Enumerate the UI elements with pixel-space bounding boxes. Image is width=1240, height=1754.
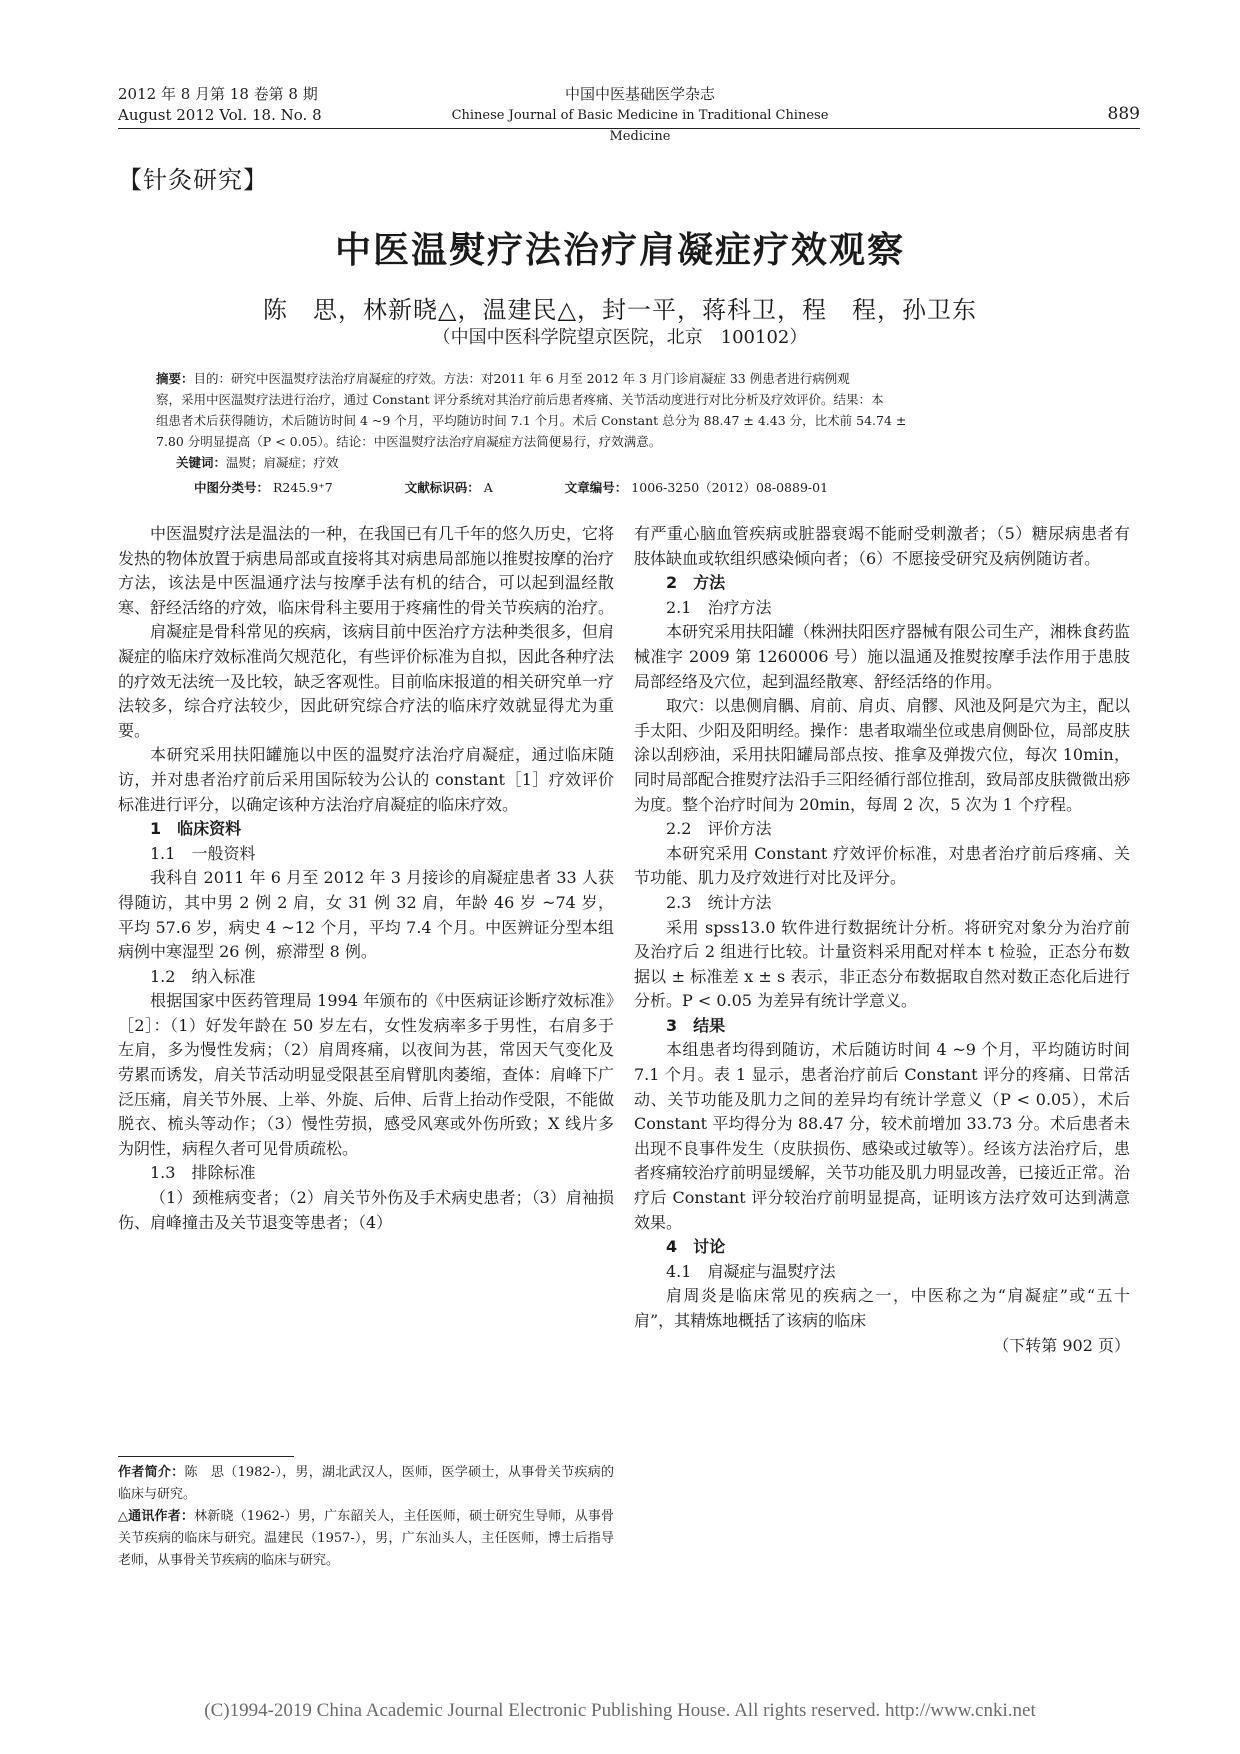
- running-header-issue: [118, 84, 322, 126]
- doc-code-label: 文献标识码：: [404, 480, 480, 495]
- running-header-journal: [440, 84, 840, 147]
- author-intro: 作者简介：陈 思（1982-），男，湖北武汉人，医师，医学硕士，从事骨关节疾病的临床与研究。: [118, 1465, 614, 1502]
- author-footnote: [118, 1462, 614, 1572]
- subsection-heading: 1.2 纳入标准: [150, 966, 256, 986]
- abstract-line-4: 7.80 分明显提高（P < 0.05）。结论：中医温熨疗法治疗肩凝症方法简便易行，疗效满意。: [156, 434, 662, 449]
- paragraph: （1）颈椎病变者；（2）肩关节外伤及手术病史患者；（3）肩袖损伤、肩峰撞击及关节退变等患者；（4）: [118, 1188, 614, 1232]
- subsection-heading: 1.1 一般资料: [150, 843, 256, 863]
- paragraph: 本研究采用扶阳罐施以中医的温熨疗法治疗肩凝症，通过临床随访，并对患者治疗前后采用国际较为公认的 constant［1］疗效评价标准进行评分，以确定该种方法治疗肩凝症的临床疗效。: [118, 745, 614, 814]
- continued-note: （下转第 902 页）: [993, 1335, 1130, 1355]
- journal-en: Chinese Journal of Basic Medicine in Traditional Chinese Medicine: [451, 108, 829, 144]
- doc-code: A: [483, 480, 493, 495]
- issue-en: August 2012 Vol. 18. No. 8: [118, 106, 322, 124]
- paragraph: 本研究采用扶阳罐（株洲扶阳医疗器械有限公司生产，湘株食药监械准字 2009 第 1260006 号）施以温通及推熨按摩手法作用于患肢局部经络及穴位，起到温经散寒、舒经活络的作用。: [634, 622, 1131, 691]
- abstract: [156, 368, 1122, 473]
- abstract-line-1: 摘要：目的：研究中医温熨疗法治疗肩凝症的疗效。方法：对2011 年 6 月至 2012 年 3 月门诊肩凝症 33 例患者进行病例观: [156, 371, 850, 386]
- corresponding-author: △通讯作者：林新晓（1962-）男，广东韶关人，主任医师，硕士研究生导师，从事骨关节疾病的临床与研究。温建民（1957-），男，广东汕头人，主任医师，博士后指导老师，从事骨关节疾病的临床与研究。: [118, 1509, 615, 1568]
- paragraph: 根据国家中医药管理局 1994 年颁布的《中医病证诊断疗效标准》［2］：（1）好发年龄在 50 岁左右，女性发病率多于男性，右肩多于左肩，多为慢性发病；（2）肩周疼痛，以夜间为甚，常因天气变化及劳累而诱发，肩关节活动明显受限甚至肩臂肌肉萎缩，查体：肩峰下广泛压痛，肩关节外展、上举、外旋、后伸、后背上抬动作受限，不能做脱衣、梳头等动作；（3）慢性劳损，感受风寒或外伤所致；X 线片多为阴性，病程久者可见骨质疏松。: [118, 991, 615, 1158]
- footnote-rule: [118, 1456, 294, 1457]
- subsection-heading: 2.1 治疗方法: [666, 597, 772, 617]
- article-number: 1006-3250（2012）08-0889-01: [631, 480, 829, 495]
- author-list: 陈 思，林新晓△，温建民△，封一平，蒋科卫，程 程，孙卫东: [263, 296, 977, 324]
- section-heading: 3 结果: [666, 1015, 726, 1035]
- keywords-label: 关键词：: [176, 455, 227, 470]
- corresponding-author-label: △通讯作者：: [118, 1509, 195, 1524]
- subsection-heading: 2.2 评价方法: [666, 819, 772, 839]
- subsection-heading: 2.3 统计方法: [666, 892, 772, 912]
- author-intro-label: 作者简介：: [118, 1465, 185, 1480]
- section-tag: 【针灸研究】: [118, 166, 268, 194]
- classification-line: [194, 478, 1094, 496]
- clc-label: 中图分类号：: [194, 480, 270, 495]
- journal-cn: 中国中医基础医学杂志: [564, 85, 715, 103]
- header-rule: [118, 128, 1140, 129]
- paragraph: 本组患者均得到随访，术后随访时间 4 ~9 个月，平均随访时间 7.1 个月。表 1 显示，患者治疗前后 Constant 评分的疼痛、日常活动、关节功能及肌力之间的差异均有统计学意义（P < 0.05），术后 Constant 平均得分为 88.47 分，较术前增加 33.73 分。术后患者未出现不良事件发生（皮肤损伤、感染或过敏等）。经该方法治疗后，患者疼痛较治疗前明显缓解，关节功能及肌力明显改善，已接近正常。治疗后 Constant 评分较治疗前明显提高，证明该方法疗效可达到满意效果。: [634, 1040, 1131, 1232]
- issue-cn: 2012 年 8 月第 18 卷第 8 期: [118, 85, 318, 103]
- paragraph: 取穴：以患侧肩髃、肩前、肩贞、肩髎、风池及阿是穴为主，配以手太阳、少阳及阳明经。操作：患者取端坐位或患肩侧卧位，局部皮肤涂以刮痧油，采用扶阳罐局部点按、推拿及弹拨穴位，每次 10min，同时局部配合推熨疗法沿手三阳经循行部位推刮，致局部皮肤微微出痧为度。整个治疗时间为 20min，每周 2 次，5 次为 1 个疗程。: [634, 696, 1131, 814]
- page-number: 889: [1107, 104, 1140, 124]
- paragraph: 采用 spss13.0 软件进行数据统计分析。将研究对象分为治疗前及治疗后 2 组进行比较。计量资料采用配对样本 t 检验，正态分布数据以 ± 标准差 x ± s 表示，非正态分布数据取自然对数正态化后进行分析。P < 0.05 为差异有统计学意义。: [634, 917, 1130, 1011]
- paragraph: 中医温熨疗法是温法的一种，在我国已有几千年的悠久历史，它将发热的物体放置于病患局部或直接将其对病患局部施以推熨按摩的治疗方法，该法是中医温通疗法与按摩手法有机的结合，可以起到温经散寒、舒经活络的疗效，临床骨科主要用于疼痛性的骨关节疾病的治疗。: [118, 524, 615, 617]
- article-title: 中医温熨疗法治疗肩凝症疗效观察: [334, 230, 905, 271]
- subsection-heading: 1.3 排除标准: [150, 1163, 256, 1183]
- paragraph: 本研究采用 Constant 疗效评价标准，对患者治疗前后疼痛、关节功能、肌力及疗效进行对比及评分。: [634, 843, 1130, 888]
- subsection-heading: 4.1 肩凝症与温熨疗法: [666, 1261, 836, 1281]
- paragraph: 肩周炎是临床常见的疾病之一，中医称之为“肩凝症”或“五十肩”，其精炼地概括了该病的临床: [634, 1286, 1130, 1330]
- abstract-label: 摘要：: [156, 371, 194, 386]
- clc-code: R245.9⁺7: [273, 480, 333, 495]
- paragraph: 有严重心脑血管疾病或脏器衰竭不能耐受刺激者；（5）糖尿病患者有肢体缺血或软组织感染倾向者；（6）不愿接受研究及病例随访者。: [634, 524, 1130, 568]
- abstract-line-3: 组患者术后获得随访，术后随访时间 4 ~9 个月，平均随访时间 7.1 个月。术后 Constant 总分为 88.47 ± 4.43 分，比术前 54.74 ±: [156, 413, 907, 428]
- section-heading: 1 临床资料: [150, 819, 242, 839]
- body-column-left: [118, 522, 614, 1235]
- body-column-right: [634, 522, 1130, 1358]
- paragraph: 我科自 2011 年 6 月至 2012 年 3 月接诊的肩凝症患者 33 人获得随访，其中男 2 例 2 肩，女 31 例 32 肩，年龄 46 岁 ~74 岁，平均 57.6 岁，病史 4 ~12 个月，平均 7.4 个月。中医辨证分型本组病例中寒湿型 26 例，瘀滞型 8 例。: [118, 868, 614, 962]
- section-heading: 2 方法: [666, 573, 726, 593]
- section-heading: 4 讨论: [666, 1237, 726, 1257]
- keywords: 温熨；肩凝症；疗效: [226, 455, 339, 470]
- abstract-line-2: 察，采用中医温熨疗法进行治疗，通过 Constant 评分系统对其治疗前后患者疼痛、关节活动度进行对比分析及疗效评价。结果：本: [156, 392, 884, 407]
- article-number-label: 文章编号：: [564, 480, 628, 495]
- copyright-watermark: (C)1994-2019 China Academic Journal Electronic Publishing House. All rights reserved. http://www.cnki.net: [204, 1700, 1036, 1721]
- paragraph: 肩凝症是骨科常见的疾病，该病目前中医治疗方法种类很多，但肩凝症的临床疗效标准尚欠规范化，有些评价标准为自拟，因此各种疗法的疗效无法统一及比较，缺乏客观性。目前临床报道的相关研究单一疗法较多，综合疗法较少，因此研究综合疗法的临床疗效就显得尤为重要。: [118, 622, 615, 740]
- affiliation: （中国中医科学院望京医院，北京 100102）: [432, 327, 808, 348]
- keywords-line: [156, 452, 1122, 473]
